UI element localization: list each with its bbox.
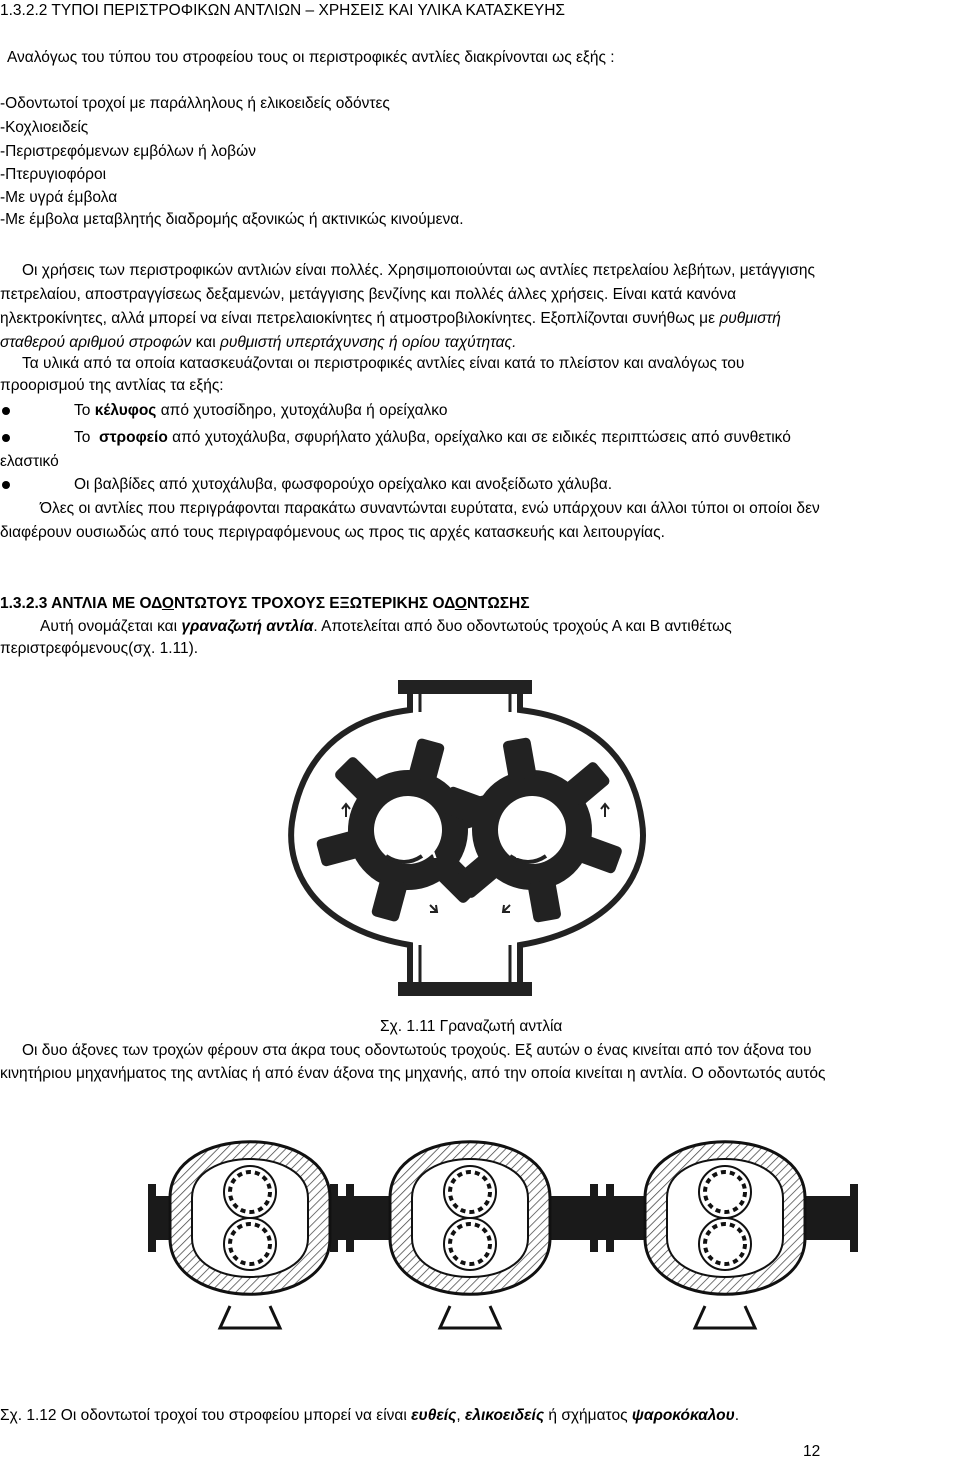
- closing-line: Όλες οι αντλίες που περιγράφονται παρακάτω συναντώνται ευρύτατα, ενώ υπάρχουν και άλλοι τύποι οι οποίοι δεν: [40, 500, 820, 517]
- materials-line: Τα υλικά από τα οποία κατασκευάζονται οι περιστροφικές αντλίες είναι κατά το πλείστον και αναλόγως του: [22, 355, 745, 372]
- type-item: -Κοχλιοειδείς: [0, 119, 89, 136]
- type-item: -Οδοντωτοί τροχοί με παράλληλους ή ελικοειδείς οδόντες: [0, 95, 390, 112]
- body-line: κινητήριου μηχανήματος της αντλίας ή από έναν άξονα της μηχανής, από την οποία κινείται η αντλία. Ο οδοντωτός αυτός: [0, 1065, 826, 1082]
- bullet-item: Το στροφείο από χυτοχάλυβα, σφυρήλατο χάλυβα, ορείχαλκο και σε ειδικές περιπτώσεις από συνθετικό: [74, 429, 791, 446]
- section-heading: 1.3.2.3 ΑΝΤΛΙΑ ΜΕ ΟΔΟΝΤΩΤΟΥΣ ΤΡΟΧΟΥΣ ΕΞΩΤΕΡΙΚΗΣ ΟΔΟΝΤΩΣΗΣ: [0, 595, 530, 612]
- type-item: -Περιστρεφόμενων εμβόλων ή λοβών: [0, 143, 256, 160]
- closing-line: διαφέρουν ουσιωδώς από τους περιγραφόμενους ως προς τις αρχές κατασκευής και λειτουργίας.: [0, 524, 665, 541]
- page-number: 12: [803, 1443, 821, 1460]
- uses-line: σταθερού αριθμού στροφών και ρυθμιστή υπερτάχυνσης ή ορίου ταχύτητας.: [0, 334, 517, 351]
- herringbone-gear-casing-icon: [645, 1142, 805, 1328]
- body-line: Οι δυο άξονες των τροχών φέρουν στα άκρα τους οδοντωτούς τροχούς. Εξ αυτών ο ένας κινείται από τον άξονα του: [22, 1042, 812, 1059]
- helical-gear-casing-icon: [390, 1142, 550, 1328]
- type-item: -Πτερυγιοφόροι: [0, 166, 107, 183]
- straight-gear-casing-icon: [170, 1142, 330, 1328]
- figure-caption: Σχ. 1.11 Γραναζωτή αντλία: [380, 1018, 563, 1035]
- figure-caption: Σχ. 1.12 Οι οδοντωτοί τροχοί του στροφείου μπορεί να είναι ευθείς, ελικοειδείς ή σχήματος ψαροκόκαλου.: [0, 1407, 740, 1424]
- type-item: -Με υγρά έμβολα: [0, 189, 118, 206]
- gear-b-label: B: [515, 842, 528, 862]
- intro-text: Αναλόγως του τύπου του στροφείου τους οι περιστροφικές αντλίες διακρίνονται ως εξής :: [7, 49, 615, 66]
- uses-line: ηλεκτροκίνητες, αλλά μπορεί να είναι πετρελαιοκίνητες ή ατμοστροβιλοκίνητες. Εξοπλίζονται συνήθως με ρυθμιστή: [0, 310, 781, 327]
- description-line: περιστρεφόμενους(σχ. 1.11).: [0, 640, 199, 657]
- uses-line: πετρελαίου, αποστραγγίσεως δεξαμενών, μετάγγισης βενζίνης και πολλές άλλες χρήσεις. Είναι κατά κανόνα: [0, 286, 737, 303]
- bullet-item: Το κέλυφος από χυτοσίδηρο, χυτοχάλυβα ή ορείχαλκο: [74, 402, 448, 419]
- bullet-item-continued: ελαστικό: [0, 453, 59, 470]
- materials-line: προορισμού της αντλίας τα εξής:: [0, 377, 224, 394]
- type-item: -Με έμβολα μεταβλητής διαδρομής αξονικώς ή ακτινικώς κινούμενα.: [0, 211, 464, 228]
- uses-paragraph: Οι χρήσεις των περιστροφικών αντλιών είναι πολλές. Χρησιμοποιούνται ως αντλίες πετρελαίου λεβήτων, μετάγγισης: [22, 262, 816, 279]
- bullet-item: Οι βαλβίδες από χυτοχάλυβα, φωσφορούχο ορείχαλκο και ανοξείδωτο χάλυβα.: [74, 476, 613, 493]
- section-heading: 1.3.2.2 ΤΥΠΟΙ ΠΕΡΙΣΤΡΟΦΙΚΩΝ ΑΝΤΛΙΩΝ – ΧΡΗΣΕΙΣ ΚΑΙ ΥΛΙΚΑ ΚΑΤΑΣΚΕΥΗΣ: [0, 2, 566, 19]
- gear-a-label: A: [424, 842, 437, 862]
- description-line: Αυτή ονομάζεται και γραναζωτή αντλία. Αποτελείται από δυο οδοντωτούς τροχούς Α και Β αντιθέτως: [40, 618, 732, 635]
